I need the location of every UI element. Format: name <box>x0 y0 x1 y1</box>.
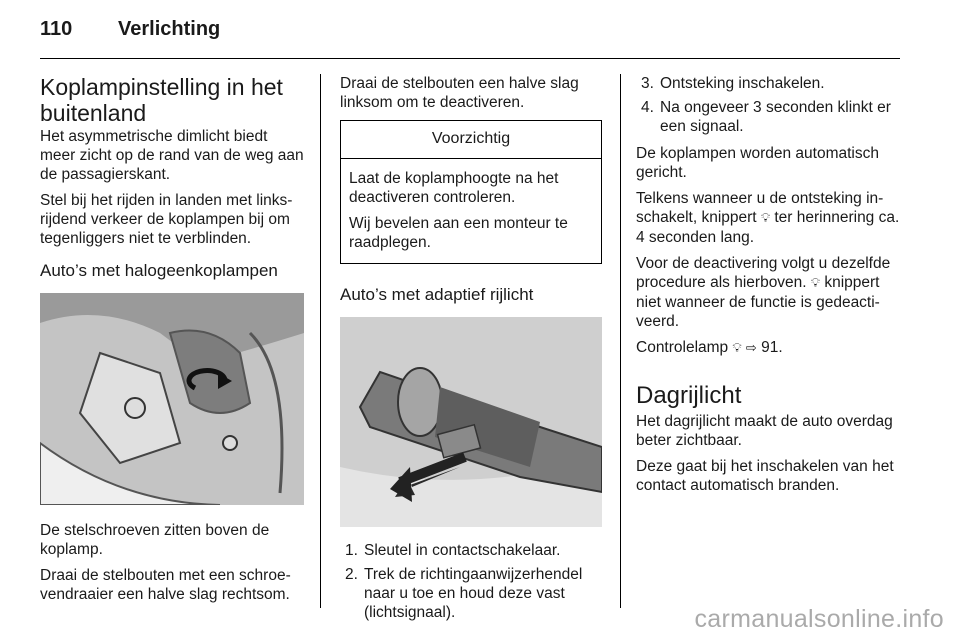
subheading-halogen: Auto’s met halogeenkoplampen <box>40 261 278 280</box>
paragraph: Draai de stelbouten een halve slag linksom om te deactiveren. <box>340 75 579 111</box>
page-header <box>40 18 220 41</box>
paragraph: Voor de deactivering volgt u dezelfde procedure als hierboven. 💡︎ knippert niet wanneer de functie is gedeacti-veerd. <box>636 255 891 330</box>
paragraph: Draai de stelbouten met een schroe-vendraaier een halve slag rechtsom. <box>40 567 291 603</box>
list-item: 2. Trek de richtingaanwijzerhendel naar u toe en houd deze vast (lichtsignaal). <box>345 566 583 621</box>
section-heading-daytime-lights: Dagrijlicht <box>636 382 742 409</box>
paragraph: De stelschroeven zitten boven de koplamp. <box>40 522 270 558</box>
list-item: 1. Sleutel in contactschakelaar. <box>345 542 561 559</box>
paragraph: De koplampen worden automatisch gericht. <box>636 145 879 181</box>
paragraph: Deze gaat bij het inschakelen van het contact automatisch branden. <box>636 458 894 494</box>
headlamp-warning-icon: 💡︎ <box>810 276 821 291</box>
chapter-title: Verlichting <box>118 18 221 40</box>
header-rule <box>40 58 900 59</box>
paragraph: Het dagrijlicht maakt de auto overdag beter zichtbaar. <box>636 413 893 449</box>
column-2 <box>340 74 602 630</box>
column-1 <box>40 74 306 611</box>
list-item: 3. Ontsteking inschakelen. <box>641 75 825 92</box>
subheading-adaptive: Auto’s met adaptief rijlicht <box>340 285 534 304</box>
watermark: carmanualsonline.info <box>694 605 944 633</box>
caution-text: Wij bevelen aan een monteur te raadplegen. <box>349 215 568 251</box>
list-item: 4. Na ongeveer 3 seconden klinkt er een signaal. <box>641 99 891 135</box>
column-divider <box>620 74 621 608</box>
paragraph: Stel bij het rijden in landen met links-rijdend verkeer de koplampen bij om tegenliggers niet te verblinden. <box>40 192 293 247</box>
steps-list-b <box>636 74 904 136</box>
caution-text: Laat de koplamphoogte na het deactiveren controleren. <box>349 170 559 206</box>
section-heading-foreign-adjust: Koplampinstelling in het buitenland <box>40 74 283 126</box>
paragraph: Controlelamp 💡︎ ⇨ 91. <box>636 339 783 356</box>
column-3 <box>636 74 904 502</box>
steps-list-a <box>340 541 602 622</box>
paragraph: Het asymmetrische dimlicht biedt meer zicht op de rand van de weg aan de passagierskant. <box>40 128 304 183</box>
caution-box <box>340 120 602 264</box>
column-divider <box>320 74 321 608</box>
page-number: 110 <box>40 18 73 40</box>
headlamp-adjust-illustration <box>40 293 304 505</box>
paragraph: Telkens wanneer u de ontsteking in-schakelt, knippert 💡︎ ter herinnering ca. 4 seconden lang. <box>636 190 900 246</box>
headlamp-warning-icon: 💡︎ <box>760 211 771 226</box>
page-reference-arrow-icon: ⇨ <box>745 341 757 356</box>
headlamp-warning-icon: 💡︎ <box>732 341 742 356</box>
indicator-stalk-illustration <box>340 317 602 527</box>
caution-title: Voorzichtig <box>341 121 601 159</box>
